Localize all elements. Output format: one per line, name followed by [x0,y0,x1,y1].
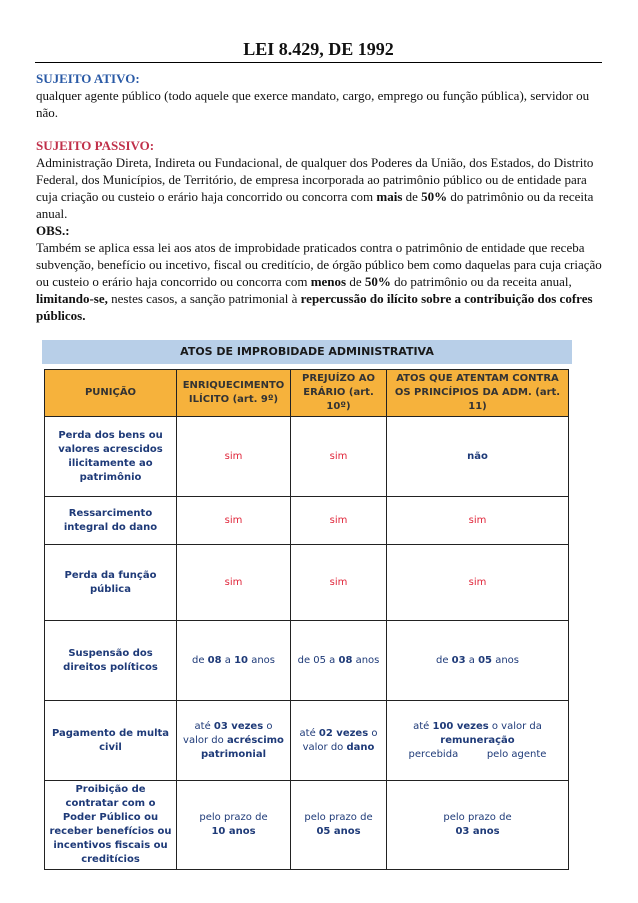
table-cell [291,781,387,870]
improbidade-table-figure [42,340,572,870]
sujeito-ativo-section [36,70,602,121]
cell-text: o valor do [302,727,378,753]
table-cell [291,621,387,701]
cell-text: até [194,720,214,732]
cell-text: de [435,654,452,666]
table-cell [177,781,291,870]
table-row [45,701,569,781]
cell-text: anos [352,654,380,666]
table-row [45,781,569,870]
cell-text: anos [248,654,275,666]
bold-segment: mais [376,189,403,204]
cell-text: a [465,654,479,666]
sujeito-passivo-text [36,154,602,222]
table-row [45,497,569,545]
cell-bold: acréscimo patrimonial [200,734,284,760]
text-segment: Também se aplica essa lei aos atos de improbidade praticados contra o patrimônio de entidade que receba subvenção, benefício ou incetivo, fiscal ou creditício, de órgão público bem como daquelas para cuja criação ou custeio o erário haja concorrido ou concorra com [36,240,602,289]
table-cell: sim [177,545,291,621]
table-cell: sim [291,545,387,621]
cell-text: o valor do [183,720,273,746]
table-cell [387,621,569,701]
cell-bold: 05 anos [316,826,361,837]
table-cell [387,701,569,781]
obs-heading: OBS.: [36,223,70,238]
document-title: LEI 8.429, DE 1992 [35,38,602,63]
table-cell [387,781,569,870]
obs-section [36,222,602,324]
header-punicao: PUNIÇÃO [45,370,177,417]
row-label: Perda da função pública [45,545,177,621]
header-enriquecimento: ENRIQUECIMENTO ILÍCITO (art. 9º) [177,370,291,417]
sujeito-ativo-heading: SUJEITO ATIVO: [36,71,140,86]
bold-segment: 50% [421,189,448,204]
cell-text: até [413,720,433,732]
sujeito-passivo-section [36,137,602,222]
cell-text: pelo agente [486,748,547,760]
cell-bold: 03 anos [455,826,500,837]
text-segment: do patrimônio ou da receita anual, [390,274,572,289]
cell-bold: remuneração [440,734,515,746]
text-segment: do patrimônio ou da receita anual. [36,189,594,221]
cell-text: pelo prazo de [304,812,373,823]
table-cell [387,417,569,497]
table-header-row [45,370,569,417]
table-cell: sim [291,497,387,545]
bold-segment: limitando-se, [36,291,108,306]
bold-segment: menos [310,274,347,289]
text-segment: Administração Direta, Indireta ou Fundacional, de qualquer dos Poderes da União, dos Estados, do Distrito Federal, dos Municípios, de Território, de empresa incorporada ao patrimônio público ou de entidade para cuja criação ou custeio o erário haja concorrido ou concorra com [36,155,594,204]
obs-text [36,239,602,324]
text-segment: de [346,274,365,289]
cell-bold: 10 [234,654,249,666]
sujeito-ativo-text: qualquer agente público (todo aquele que exerce mandato, cargo, emprego ou função pública), servidor ou não. [36,88,590,120]
table-row [45,621,569,701]
table-cell [291,701,387,781]
text-segment: de [402,189,422,204]
bold-segment: repercussão do ilícito sobre a contribuição dos cofres públicos. [36,291,593,323]
cell-text: a [221,654,235,666]
cell-bold: 08 [207,654,222,666]
cell-bold: 02 vezes [318,727,369,739]
cell-text: o valor da [488,720,542,732]
improbidade-table [44,369,569,870]
table-cell: sim [177,417,291,497]
cell-text: anos [492,654,519,666]
cell-text: pelo prazo de [199,812,268,823]
sujeito-passivo-heading: SUJEITO PASSIVO: [36,138,155,153]
table-cell [177,701,291,781]
cell-bold: 05 [478,654,493,666]
cell-text: até [299,727,319,739]
row-label: Proibição de contratar com o Poder Público ou receber benefícios ou incentivos fiscais ou creditícios [45,781,177,870]
row-label: Perda dos bens ou valores acrescidos ilicitamente ao patrimônio [45,417,177,497]
cell-text: de 05 a [297,654,339,666]
cell-text: de [191,654,208,666]
table-row [45,417,569,497]
header-prejuizo: PREJUÍZO AO ERÁRIO (art. 10º) [291,370,387,417]
row-label: Ressarcimento integral do dano [45,497,177,545]
table-cell: sim [177,497,291,545]
cell-bold: 08 [338,654,353,666]
cell-value: não [467,450,488,462]
cell-text: pelo prazo de [443,812,512,823]
cell-bold: 10 anos [211,826,256,837]
cell-bold: 03 vezes [213,720,264,732]
bold-segment: 50% [364,274,391,289]
header-principios: ATOS QUE ATENTAM CONTRA OS PRINCÍPIOS DA ADM. (art. 11) [387,370,569,417]
row-label: Suspensão dos direitos políticos [45,621,177,701]
table-cell: sim [387,545,569,621]
cell-text: percebida [408,748,459,760]
cell-bold: 03 [451,654,466,666]
text-segment: nestes casos, a sanção patrimonial à [107,291,301,306]
table-row [45,545,569,621]
row-label: Pagamento de multa civil [45,701,177,781]
cell-bold: 100 vezes [432,720,489,732]
table-cell [177,621,291,701]
table-cell: sim [387,497,569,545]
cell-bold: dano [346,741,375,753]
table-cell: sim [291,417,387,497]
table-banner: ATOS DE IMPROBIDADE ADMINISTRATIVA [42,340,572,364]
